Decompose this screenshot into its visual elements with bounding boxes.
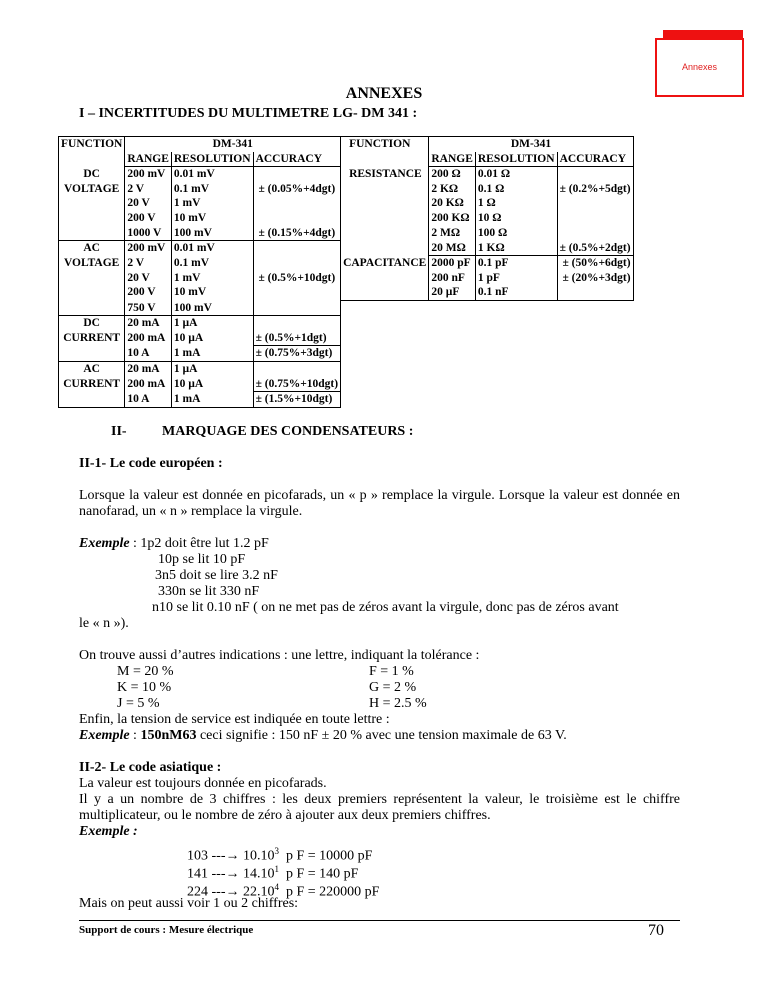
cell: 0.01 Ω [475, 167, 557, 182]
cell: 10 A [125, 392, 172, 408]
cell: 750 V [125, 301, 172, 316]
page-number: 70 [648, 922, 664, 939]
func-capacitance: CAPACITANCE [341, 256, 429, 271]
cell-accuracy: ± (0.05%+4dgt) [258, 182, 336, 195]
cell-accuracy: ± (0.5%+10dgt) [258, 271, 336, 284]
cell: 20 V [125, 196, 172, 211]
cell: 1 µA [171, 316, 253, 331]
example1-line2: 10p se lit 10 pF [158, 552, 246, 567]
code: 224 [187, 884, 208, 900]
cell: 10 Ω [475, 211, 557, 226]
tolerance-m: M = 20 % [117, 664, 174, 679]
cell: 100 Ω [475, 226, 557, 241]
cell: 20 mA [125, 361, 172, 376]
cell: 100 mV [171, 226, 253, 241]
range-header: RANGE [125, 152, 172, 167]
cell: 1 mA [171, 392, 253, 408]
cell-accuracy: ± (20%+3dgt) [557, 271, 633, 286]
cell: 200 mV [125, 167, 172, 182]
cell: 10 µA [171, 377, 253, 392]
cell: 2 V [125, 256, 172, 271]
cell: 0.1 mV [171, 256, 253, 271]
cell-accuracy: ± (0.5%+1dgt) [253, 331, 341, 346]
cell: 20 MΩ [429, 241, 476, 256]
cell: 10 mV [171, 211, 253, 226]
cell: 200 V [125, 211, 172, 226]
base: 10.10 [243, 848, 275, 864]
cell: 1000 V [125, 226, 172, 241]
model-header-right: DM-341 [429, 137, 633, 152]
footer-rule [79, 920, 680, 921]
example2-line: Exemple : 150nM63 ceci signifie : 150 nF ± 20 % avec une tension maximale de 63 V. [79, 728, 567, 743]
asian-line1: La valeur est toujours donnée en picofarads. [79, 776, 327, 791]
func-dc-voltage-2: VOLTAGE [59, 182, 125, 197]
cell: 200 nF [429, 271, 476, 286]
result: p F = 140 pF [286, 866, 359, 882]
voltage-line: Enfin, la tension de service est indiquée en toute lettre : [79, 712, 390, 727]
example-label: Exemple [79, 728, 130, 743]
example3-label: Exemple : [79, 824, 138, 839]
cell: 200 V [125, 285, 172, 300]
cell: 20 KΩ [429, 196, 476, 211]
model-header: DM-341 [125, 137, 341, 152]
accuracy-header-right: ACCURACY [557, 152, 633, 167]
code: 141 [187, 866, 208, 882]
cell: 20 mA [125, 316, 172, 331]
func-dc-current-2: CURRENT [59, 331, 125, 346]
example-label: Exemple [79, 536, 130, 551]
cell: 1 KΩ [475, 241, 557, 256]
cell: 10 mV [171, 285, 253, 300]
cell-accuracy: ± (0.15%+4dgt) [258, 226, 336, 239]
example1-line5: n10 se lit 0.10 nF ( on ne met pas de zéros avant la virgule, donc pas de zéros avant [152, 600, 619, 615]
arrow-icon: ---→ [211, 884, 240, 900]
cell-accuracy: ± (0.75%+3dgt) [253, 346, 341, 362]
footer-text: Support de cours : Mesure électrique [79, 924, 254, 936]
tolerance-g: G = 2 % [369, 680, 417, 695]
accuracy-header: ACCURACY [255, 152, 323, 165]
cell: 200 mA [125, 331, 172, 346]
cell: 2000 pF [429, 256, 476, 271]
cell: 1 µA [171, 361, 253, 376]
multimeter-table [58, 136, 634, 408]
cell: 0.01 mV [171, 241, 253, 256]
func-dc-current-1: DC [59, 316, 125, 331]
base: 22.10 [243, 884, 275, 900]
cell: 10 A [125, 346, 172, 362]
cell: 1 mV [171, 271, 253, 286]
cell: 20 µF [429, 285, 476, 300]
tolerance-intro: On trouve aussi d’autres indications : une lettre, indiquant la tolérance : [79, 648, 480, 663]
cell: 0.1 pF [475, 256, 557, 271]
example1-line3: 3n5 doit se lire 3.2 nF [155, 568, 278, 583]
cell: 0.01 mV [171, 167, 253, 182]
cell: 2 V [125, 182, 172, 197]
resolution-header: RESOLUTION [171, 152, 253, 167]
cell: 200 Ω [429, 167, 476, 182]
example2-text: ceci signifie : 150 nF ± 20 % avec une tension maximale de 63 V. [196, 728, 567, 743]
resolution-header-right: RESOLUTION [475, 152, 557, 167]
tolerance-h: H = 2.5 % [369, 696, 427, 711]
european-paragraph: Lorsque la valeur est donnée en picofarads, un « p » remplace la virgule. Lorsque la valeur est donnée en nanofarad, un « n » remplace la virgule. [79, 488, 680, 519]
cell: 10 µA [171, 331, 253, 346]
func-ac-current-1: AC [59, 361, 125, 376]
cell: 0.1 mV [171, 182, 253, 197]
cell: 0.1 nF [475, 285, 557, 300]
exponent: 3 [274, 846, 279, 856]
subsection-asian-heading: II-2- Le code asiatique : [79, 760, 222, 775]
function-header: FUNCTION [59, 137, 125, 152]
section2-title: MARQUAGE DES CONDENSATEURS : [162, 424, 414, 439]
func-ac-voltage-2: VOLTAGE [59, 256, 125, 271]
annex-tab-label: Annexes [681, 62, 718, 72]
tolerance-f: F = 1 % [369, 664, 414, 679]
func-dc-voltage-1: DC [59, 167, 125, 182]
cell: 1 mV [171, 196, 253, 211]
cell: 200 mV [125, 241, 172, 256]
last-line: Mais on peut aussi voir 1 ou 2 chiffres: [79, 896, 299, 911]
cell: 1 mA [171, 346, 253, 362]
cell-accuracy: ± (1.5%+10dgt) [253, 392, 341, 408]
cell: 1 pF [475, 271, 557, 286]
example2-code: 150nM63 [140, 728, 197, 743]
cell: 200 KΩ [429, 211, 476, 226]
result: p F = 10000 pF [286, 848, 373, 864]
cell-accuracy: ± (50%+6dgt) [557, 256, 633, 271]
arrow-icon: ---→ [211, 866, 240, 882]
func-resistance: RESISTANCE [341, 167, 429, 182]
arrow-icon: ---→ [211, 848, 240, 864]
example1-line1 [79, 536, 269, 552]
cell-accuracy: ± (0.2%+5dgt) [557, 182, 633, 197]
exponent: 1 [274, 864, 279, 874]
asian-paragraph: Il y a un nombre de 3 chiffres : les deux premiers représentent la valeur, le troisième est le chiffre multiplicateur, ou le nombre de zéro à ajouter aux deux premiers chiffres. [79, 792, 680, 823]
base: 14.10 [243, 866, 275, 882]
section1-heading: I – INCERTITUDES DU MULTIMETRE LG- DM 341 : [79, 106, 418, 121]
page-title: ANNEXES [345, 85, 423, 102]
subsection-european-heading: II-1- Le code européen : [79, 456, 223, 471]
func-ac-voltage-1: AC [59, 241, 125, 256]
range-header-right: RANGE [429, 152, 476, 167]
example1-line4: 330n se lit 330 nF [158, 584, 260, 599]
cell-accuracy: ± (0.75%+10dgt) [253, 377, 341, 392]
func-ac-current-2: CURRENT [59, 377, 125, 392]
code: 103 [187, 848, 208, 864]
exponent: 4 [274, 882, 279, 892]
cell: 1 Ω [475, 196, 557, 211]
cell: 0.1 Ω [475, 182, 557, 197]
section2-number: II- [111, 424, 127, 439]
cell: 200 mA [125, 377, 172, 392]
cell: 100 mV [171, 301, 253, 316]
cell: 2 KΩ [429, 182, 476, 197]
cell-accuracy: ± (0.5%+2dgt) [557, 241, 633, 256]
cell: 2 MΩ [429, 226, 476, 241]
tolerance-k: K = 10 % [117, 680, 172, 695]
function-header-right: FUNCTION [341, 137, 429, 152]
example-text: : 1p2 doit être lut 1.2 pF [129, 536, 269, 551]
cell: 20 V [125, 271, 172, 286]
example1-line6: le « n »). [79, 616, 129, 631]
result: p F = 220000 pF [286, 884, 380, 900]
tolerance-j: J = 5 % [117, 696, 160, 711]
